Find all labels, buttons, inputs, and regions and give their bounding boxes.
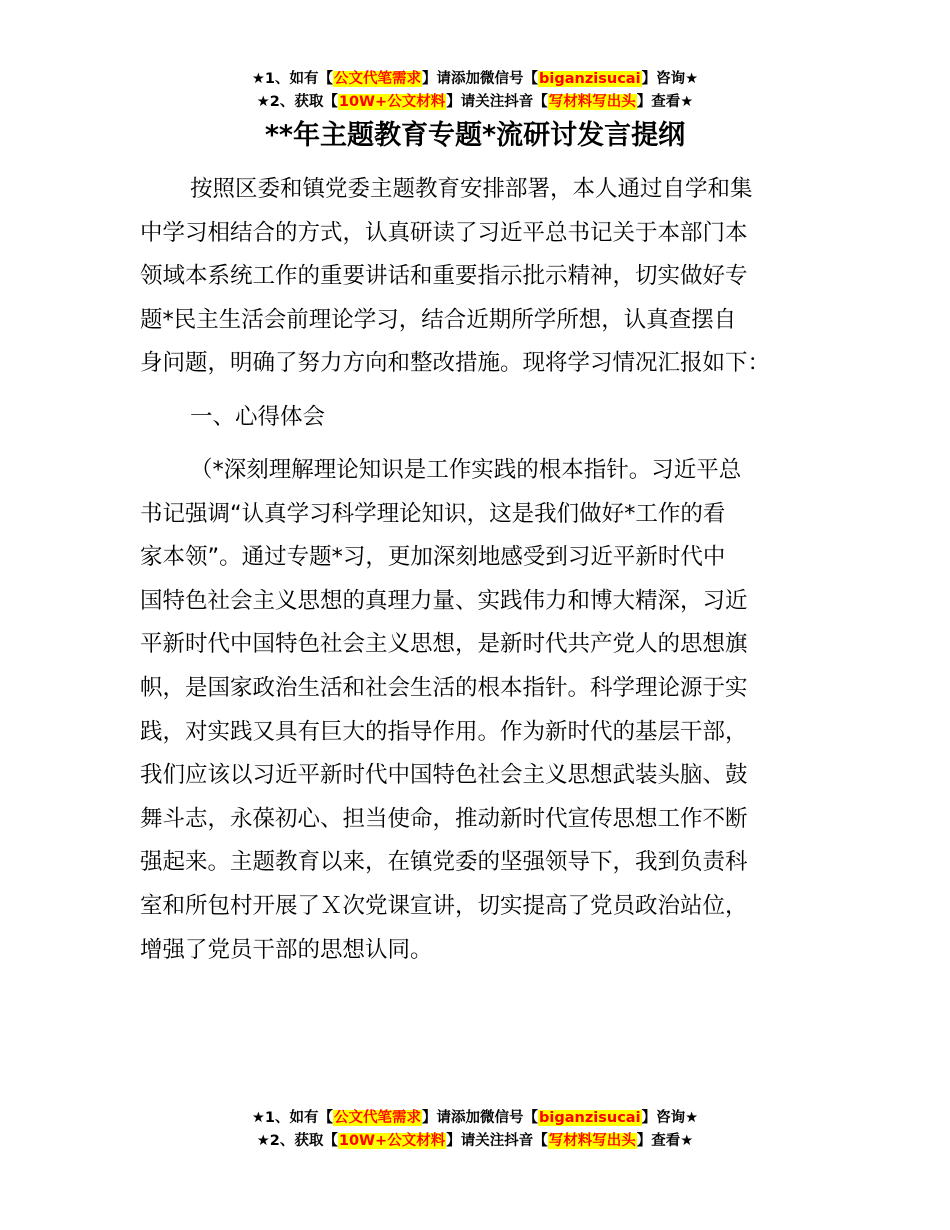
paragraph-line: 强起来。主题教育以来，在镇党委的坚强领导下，我到负责科 (140, 849, 748, 876)
paragraph-line: 家本领”。通过专题*习，更加深刻地感受到习近平新时代中 (140, 544, 726, 571)
promo-text: 】查看★ (636, 1133, 694, 1149)
promo-text: 】请添加微信号【 (422, 71, 539, 87)
promo-text: ★1、如有【 (251, 1110, 334, 1126)
promo-text: ★2、获取【 (256, 94, 338, 110)
paragraph-line: 国特色社会主义思想的真理力量、实践伟力和博大精深，习近 (140, 587, 748, 614)
paragraph-line: 中学习相结合的方式，认真研读了习近平总书记关于本部门本 (140, 219, 748, 246)
promo-text: 】咨询★ (641, 1110, 699, 1126)
promo-text: ★1、如有【 (251, 71, 334, 87)
promo-text: ★2、获取【 (256, 1133, 338, 1149)
promo-highlight-wechat-id: biganzisucai (539, 71, 641, 87)
promo-highlight-service: 公文代笔需求 (334, 71, 422, 87)
paragraph-line: 舞斗志，永葆初心、担当使命，推动新时代宣传思想工作不断 (140, 805, 748, 832)
promo-text: 】请关注抖音【 (446, 1133, 548, 1149)
paragraph-line: 室和所包村开展了Ｘ次党课宣讲，切实提高了党员政治站位， (140, 892, 748, 919)
paragraph-line: 平新时代中国特色社会主义思想，是新时代共产党人的思想旗 (140, 631, 748, 658)
promo-highlight-materials: 10W+公文材料 (338, 1133, 446, 1149)
header-promo-line-2 (0, 92, 950, 112)
promo-highlight-wechat-id: biganzisucai (539, 1110, 641, 1126)
promo-highlight-materials: 10W+公文材料 (338, 94, 446, 110)
promo-highlight-douyin: 写材料写出头 (548, 1133, 636, 1149)
promo-text: 】请关注抖音【 (446, 94, 548, 110)
promo-text: 】请添加微信号【 (422, 1110, 539, 1126)
header-promo-line-1 (0, 69, 950, 89)
document-title: **年主题教育专题*流研讨发言提纲 (264, 120, 686, 151)
footer-promo-line-2 (0, 1131, 950, 1151)
paragraph-line: （*深刻理解理论知识是工作实践的根本指针。习近平总 (190, 457, 742, 483)
promo-text: 】咨询★ (641, 71, 699, 87)
paragraph-line: 践，对实践又具有巨大的指导作用。作为新时代的基层干部， (140, 718, 748, 745)
promo-highlight-service: 公文代笔需求 (334, 1110, 422, 1126)
footer-promo-line-1 (0, 1108, 950, 1128)
promo-text: 】查看★ (636, 94, 694, 110)
paragraph-line: 身问题，明确了努力方向和整改措施。现将学习情况汇报如下： (140, 350, 771, 377)
paragraph-line: 我们应该以习近平新时代中国特色社会主义思想武装头脑、鼓 (140, 762, 748, 789)
section-heading: 一、心得体会 (190, 404, 326, 430)
paragraph-line: 书记强调“认真学习科学理论知识，这是我们做好*工作的看 (140, 500, 726, 527)
paragraph-line: 题*民主生活会前理论学习，结合近期所学所想，认真查摆自 (140, 306, 737, 333)
body-paragraph (140, 449, 840, 972)
paragraph-line: 领域本系统工作的重要讲话和重要指示批示精神，切实做好专 (140, 263, 748, 290)
promo-highlight-douyin: 写材料写出头 (548, 94, 636, 110)
paragraph-line: 增强了党员干部的思想认同。 (140, 936, 433, 963)
paragraph-line: 帜，是国家政治生活和社会生活的根本指针。科学理论源于实 (140, 674, 748, 701)
intro-paragraph (140, 168, 840, 386)
paragraph-line: 按照区委和镇党委主题教育安排部署，本人通过自学和集 (190, 176, 753, 202)
